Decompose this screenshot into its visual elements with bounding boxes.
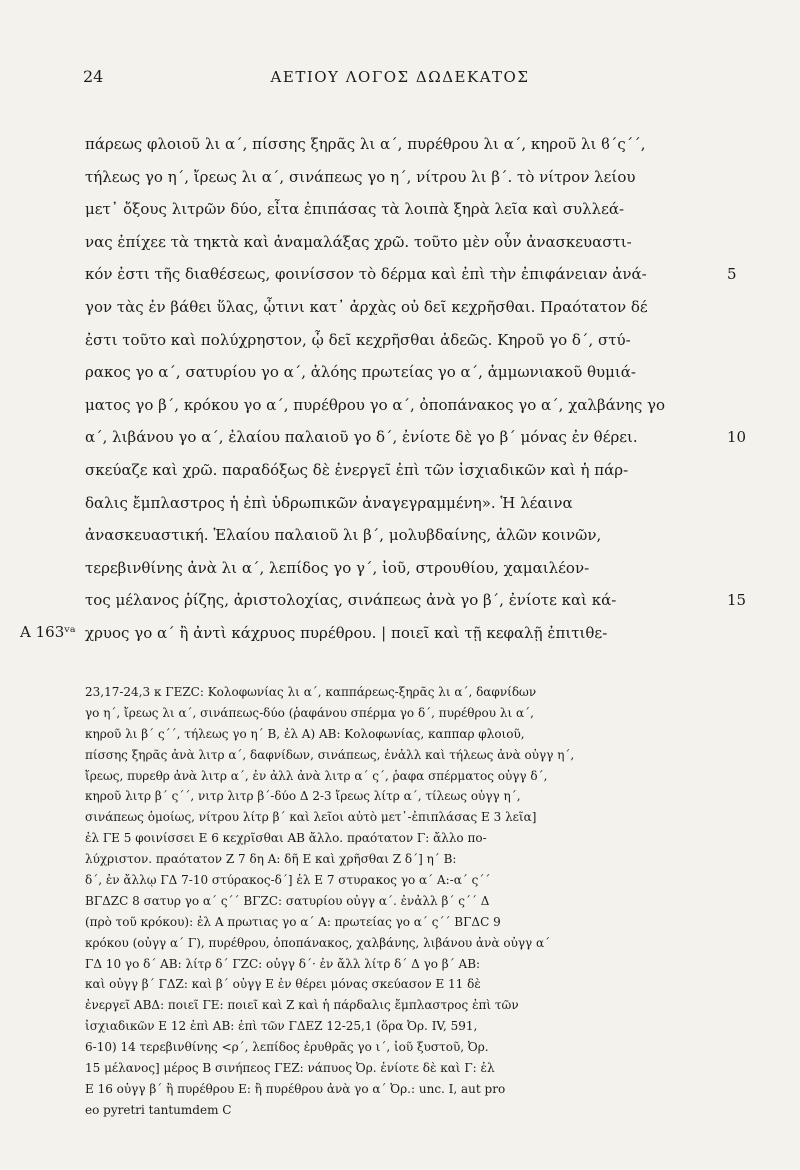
apparatus-line: δ΄, ἐν ἄλλῳ ΓΔ 7-10 στύρακος-δ΄] ἐλ Ε 7 στυρακος γο α΄ Α:-α΄ ς΄΄ bbox=[85, 873, 491, 888]
text-line: σκεύαζε καὶ χρῶ. παραδόξως δὲ ἐνεργεῖ ἐπὶ τῶν ἰσχιαδικῶν καὶ ἡ πάρ- bbox=[85, 460, 629, 479]
critical-apparatus bbox=[85, 682, 715, 1121]
text-line: τήλεως γο η΄, ἴρεως λι α΄, σινάπεως γο η΄, νίτρου λι β΄. τὸ νίτρον λείου bbox=[85, 167, 636, 186]
text-line: ματος γο β΄, κρόκου γο α΄, πυρέθρου γο α΄, ὀποπάνακος γο α΄, χαλβάνης γο bbox=[85, 395, 666, 414]
apparatus-line: ἐλ ΓΕ 5 φοινίσσει Ε 6 κεχρῖσθαι ΑΒ ἄλλο. πραότατον Γ: ἄλλο πο- bbox=[85, 831, 487, 846]
text-line: κόν ἐστι τῆς διαθέσεως, φοινίσσον τὸ δέρμα καὶ ἐπὶ τὴν ἐπιφάνειαν ἀνά- 5 bbox=[85, 258, 715, 291]
apparatus-line: ἐνεργεῖ ΑΒΔ: ποιεῖ ΓΕ: ποιεῖ καὶ Ζ καὶ ἡ πάρδαλις ἔμπλαστρος ἐπὶ τῶν bbox=[85, 998, 519, 1013]
main-text-block bbox=[85, 128, 747, 650]
manuscript-folio-marker: Α 163ᵛᵃ bbox=[20, 623, 76, 641]
running-title: ΑΕΤΙΟΥ ΛΟΓΟΣ ΔΩΔΕΚΑΤΟΣ bbox=[270, 68, 530, 86]
apparatus-line: ΓΔ 10 γο δ΄ ΑΒ: λίτρ δ΄ ΓΖC: οὐγγ δ΄· ἐν ἄλλ λίτρ δ΄ Δ γο β΄ ΑΒ: bbox=[85, 956, 481, 971]
line-number-marker: 5 bbox=[727, 265, 737, 284]
line-number-marker: 15 bbox=[727, 591, 747, 610]
line-number-marker: 10 bbox=[727, 428, 747, 447]
apparatus-line: ἰσχιαδικῶν Ε 12 ἐπὶ ΑΒ: ἐπὶ τῶν ΓΔΕΖ 12-25,1 (ὅρα Ὀρ. IV, 591, bbox=[85, 1019, 478, 1034]
text-line: πάρεως φλοιοῦ λι α΄, πίσσης ξηρᾶς λι α΄, πυρέθρου λι α΄, κηροῦ λι ϐ΄ς΄΄, bbox=[85, 135, 646, 153]
text-line: γον τὰς ἐν βάθει ὕλας, ᾧτινι κατ᾽ ἀρχὰς οὐ δεῖ κεχρῆσθαι. Πραότατον δέ bbox=[85, 297, 648, 316]
page-header bbox=[0, 62, 800, 92]
apparatus-line: 15 μέλανος] μέρος Β σινήπεος ΓΕΖ: νάπυος Ὀρ. ἐνίοτε δὲ καὶ Γ: ἐλ bbox=[85, 1061, 495, 1076]
apparatus-line: eo pyretri tantumdem C bbox=[85, 1102, 232, 1117]
apparatus-line: σινάπεως ὁμοίως, νίτρου λίτρ β΄ καὶ λεῖοι αὐτὸ μετ᾽-ἐπιπλάσας Ε 3 λεῖα] bbox=[85, 810, 537, 825]
apparatus-line: ΒΓΔΖC 8 σατυρ γο α΄ ς΄΄ ΒΓΖC: σατυρίου οὐγγ α΄. ἐνἀλλ β΄ ς΄΄ Δ bbox=[85, 893, 490, 908]
text-line: ρακος γο α΄, σατυρίου γο α΄, ἀλόης πρωτείας γο α΄, ἀμμωνιακοῦ θυμιά- bbox=[85, 363, 636, 382]
apparatus-line: καὶ οὐγγ β΄ ΓΔΖ: καὶ β΄ οὐγγ Ε ἐν θέρει μόνας σκεύασον Ε 11 δὲ bbox=[85, 977, 481, 992]
apparatus-line: λύχριστον. πραότατον Ζ 7 δη Α: δῆ Ε καὶ χρῆσθαι Ζ δ΄] η΄ Β: bbox=[85, 852, 457, 867]
apparatus-line: 23,17-24,3 κ ΓΕΖC: Κολοφωνίας λι α΄, καππάρεως-ξηρᾶς λι α΄, δαφνίδων bbox=[85, 685, 537, 699]
page-number: 24 bbox=[83, 67, 104, 86]
text-line: ἀνασκευαστική. Ἐλαίου παλαιοῦ λι β΄, μολυβδαίνης, ἁλῶν κοινῶν, bbox=[85, 526, 602, 545]
text-line: δαλις ἔμπλαστρος ἡ ἐπὶ ὑδρωπικῶν ἀναγεγραμμένη». Ἡ λέαινα bbox=[85, 493, 573, 512]
apparatus-line: πίσσης ξηρᾶς ἀνὰ λιτρ α΄, δαφνίδων, σινάπεως, ἐνἀλλ καὶ τήλεως ἀνὰ οὐγγ η΄, bbox=[85, 747, 575, 762]
apparatus-line: (πρὸ τοῦ κρόκου): ἐλ Α πρωτιας γο α΄ Α: πρωτείας γο α΄ ς΄΄ ΒΓΔC 9 bbox=[85, 914, 501, 929]
text-line: μετ᾽ ὄξους λιτρῶν δύο, εἶτα ἐπιπάσας τὰ λοιπὰ ξηρὰ λεῖα καὶ συλλεά- bbox=[85, 200, 625, 219]
apparatus-line: 6-10) 14 τερεβινθίνης <ρ΄, λεπίδος ἐρυθρᾶς γο ι΄, ἰοῦ ξυστοῦ, Ὀρ. bbox=[85, 1040, 489, 1055]
apparatus-line: γο η΄, ἴρεως λι α΄, σινάπεως-δύο (ῥαφάνου σπέρμα γο δ΄, πυρέθρου λι α΄, bbox=[85, 705, 534, 720]
text-line: χρυος γο α΄ ἢ ἀντὶ κάχρυος πυρέθρου. | ποιεῖ καὶ τῇ κεφαλῇ ἐπιτιθε- bbox=[85, 623, 608, 642]
apparatus-line: ἴρεως, πυρεθρ ἀνὰ λιτρ α΄, ἐν ἀλλ ἀνὰ λιτρ α΄ ς΄, ῥαφα σπέρματος οὐγγ δ΄, bbox=[85, 768, 548, 783]
apparatus-line: Ε 16 οὐγγ β΄ ἢ πυρέθρου Ε: ἢ πυρέθρου ἀνὰ γο α΄ Ὀρ.: unc. I, aut pro bbox=[85, 1081, 506, 1096]
apparatus-line: κηροῦ λι β΄ ς΄΄, τήλεως γο η΄ Β, ἐλ Α) ΑΒ: Κολοφωνίας, καππαρ φλοιοῦ, bbox=[85, 726, 525, 741]
text-line: τος μέλανος ῥίζης, ἀριστολοχίας, σινάπεως ἀνὰ γο β΄, ἐνίοτε καὶ κά- 15 bbox=[85, 584, 715, 617]
text-line: νας ἐπίχεε τὰ τηκτὰ καὶ ἀναμαλάξας χρῶ. τοῦτο μὲν οὖν ἀνασκευαστι- bbox=[85, 232, 632, 251]
text-line: α΄, λιβάνου γο α΄, ἐλαίου παλαιοῦ γο δ΄, ἐνίοτε δὲ γο β΄ μόνας ἐν θέρει. 10 bbox=[85, 421, 715, 454]
text-line: ἐστι τοῦτο καὶ πολύχρηστον, ᾧ δεῖ κεχρῆσθαι ἀδεῶς. Κηροῦ γο δ΄, στύ- bbox=[85, 330, 631, 349]
apparatus-line: κηροῦ λιτρ β΄ ς΄΄, νιτρ λιτρ β΄-δύο Δ 2-3 ἴρεως λίτρ α΄, τίλεως οὐγγ η΄, bbox=[85, 789, 521, 804]
text-line: τερεβινθίνης ἀνὰ λι α΄, λεπίδος γο γ΄, ἰοῦ, στρουθίου, χαμαιλέον- bbox=[85, 558, 590, 577]
apparatus-line: κρόκου (οὐγγ α΄ Γ), πυρέθρου, ὀποπάνακος, χαλβάνης, λιβάνου ἀνὰ οὐγγ α΄ bbox=[85, 935, 551, 950]
